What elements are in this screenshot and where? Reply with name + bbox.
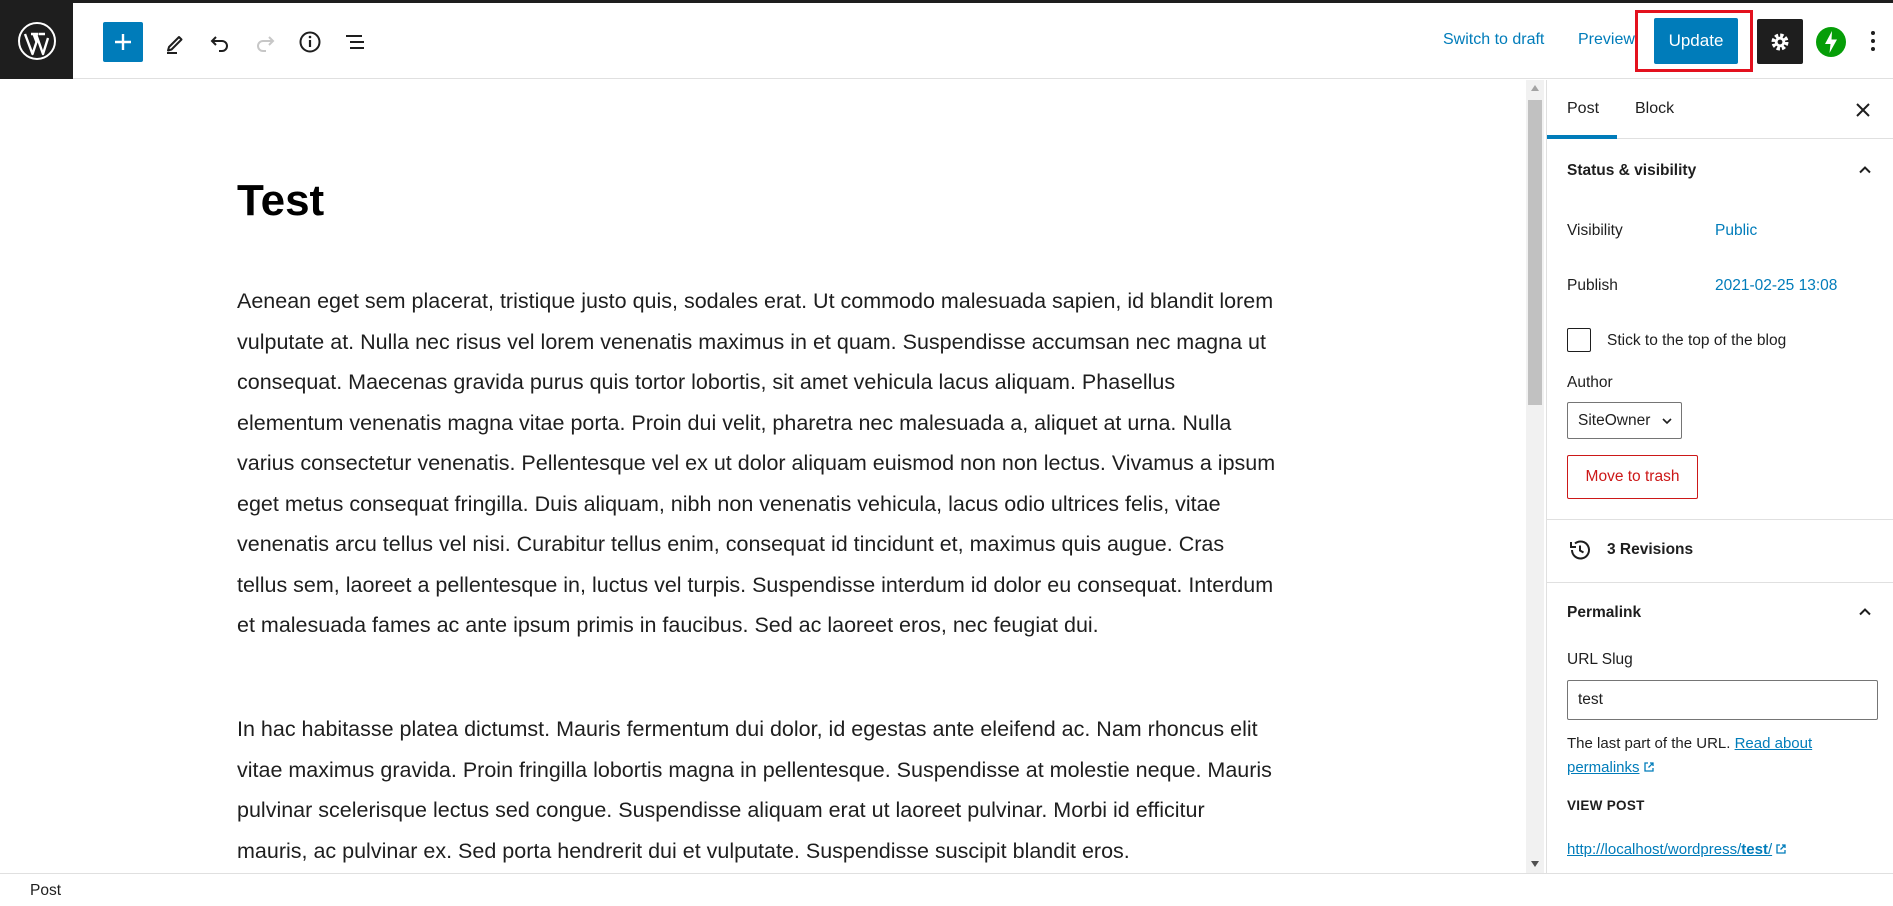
tab-block[interactable]: Block: [1635, 100, 1675, 117]
scrollbar-thumb[interactable]: [1528, 100, 1542, 405]
sticky-checkbox[interactable]: [1567, 328, 1591, 352]
publish-label: Publish: [1567, 277, 1618, 294]
post-title[interactable]: Test: [237, 176, 325, 225]
permalink-help-text: [1567, 732, 1867, 780]
url-slug-label: URL Slug: [1567, 651, 1633, 668]
status-visibility-toggle[interactable]: Status & visibility: [1567, 162, 1697, 179]
editor-header: [0, 3, 1893, 79]
more-vertical-icon: [1870, 29, 1876, 53]
details-button[interactable]: [290, 22, 330, 62]
visibility-value-button[interactable]: Public: [1715, 222, 1758, 239]
chevron-up-icon[interactable]: [1857, 604, 1873, 620]
update-button[interactable]: Update: [1654, 18, 1738, 64]
revisions-icon: [1567, 537, 1593, 563]
redo-button[interactable]: [245, 22, 285, 62]
more-options-button[interactable]: [1866, 25, 1880, 57]
external-link-icon: [1643, 761, 1655, 773]
author-select[interactable]: [1567, 402, 1682, 439]
post-url-link[interactable]: [1567, 841, 1787, 858]
preview-button[interactable]: Preview: [1578, 31, 1635, 48]
url-slug-input[interactable]: test: [1567, 680, 1878, 720]
publish-date-button[interactable]: 2021-02-25 13:08: [1715, 277, 1838, 294]
scroll-up-arrow-icon[interactable]: [1531, 85, 1539, 91]
chevron-up-icon[interactable]: [1857, 162, 1873, 178]
permalink-toggle[interactable]: Permalink: [1567, 604, 1642, 621]
paragraph-block[interactable]: In hac habitasse platea dictumst. Mauris fermentum dui dolor, id egestas ante eleifend ac. Nam rhoncus elit vitae maximus gravida. Proin fringilla lobortis magna in pellentesque. Suspendisse at molestie neque. Mauris pulvinar scelerisque lectus sed congue. Suspendisse aliquam erat ut laoreet pulvinar. Morbi id efficitur mauris, ac pulvinar ex. Sed porta hendrerit dui et vulputate. Suspendisse suscipit blandit eros.: [237, 717, 1272, 863]
external-link-icon: [1775, 843, 1787, 855]
close-icon[interactable]: [1851, 98, 1875, 122]
url-slug-bold: test: [1741, 841, 1768, 858]
paragraph-block[interactable]: Aenean eget sem placerat, tristique justo quis, sodales erat. Ut commodo malesuada sapien, id blandit lorem vulputate at. Nulla nec risus vel lorem venenatis maximus in et quam. Suspendisse accumsan nec magna ut consequat. Maecenas gravida purus quis tortor lobortis, sit amet vehicula lacus aliquam. Phasellus elementum venenatis magna vitae porta. Proin dui velit, pharetra nec malesuada a, aliquet at urna. Nulla varius consectetur venenatis. Pellentesque vel ex ut dolor aliquam euismod non non lectus. Vivamus a ipsum eget metus consequat fringilla. Duis aliquam, nibh non venenatis vehicula, lacus odio ultrices felis, vitae venenatis arcu tellus vel nisi. Curabitur tellus enim, consequat id tincidunt et, maximus quis augue. Cras tellus sem, laoreet a pellentesque in, luctus vel turpis. Suspendisse interdum id dolor eu consequat. Interdum et malesuada fames ac ante ipsum primis in faucibus. Sed ac laoreet eros, nec feugiat dui.: [237, 289, 1276, 637]
wordpress-logo-button[interactable]: [0, 3, 73, 79]
list-view-icon: [342, 29, 368, 55]
add-block-button[interactable]: [103, 22, 143, 62]
revisions-link[interactable]: 3 Revisions: [1607, 541, 1694, 558]
sticky-label: Stick to the top of the blog: [1607, 332, 1787, 349]
divider: [1547, 519, 1893, 520]
editor-footer: [0, 873, 1893, 906]
pencil-icon: [162, 29, 188, 55]
move-to-trash-button[interactable]: Move to trash: [1567, 455, 1698, 499]
author-label: Author: [1567, 374, 1613, 391]
tools-button[interactable]: [155, 22, 195, 62]
redo-icon: [252, 29, 278, 55]
undo-button[interactable]: [200, 22, 240, 62]
editor-canvas: [0, 80, 1526, 873]
url-suffix: /: [1767, 841, 1773, 858]
view-post-label: VIEW POST: [1567, 798, 1645, 813]
settings-button[interactable]: [1757, 19, 1803, 64]
info-icon: [297, 29, 323, 55]
list-view-button[interactable]: [335, 22, 375, 62]
jetpack-button[interactable]: [1816, 27, 1846, 57]
divider: [1547, 582, 1893, 583]
help-text: The last part of the URL.: [1567, 735, 1731, 752]
url-prefix: http://localhost/wordpress/: [1567, 841, 1742, 858]
switch-to-draft-button[interactable]: Switch to draft: [1443, 31, 1545, 48]
visibility-label: Visibility: [1567, 222, 1623, 239]
chevron-down-icon: [1661, 416, 1673, 426]
gear-icon: [1767, 29, 1793, 55]
settings-sidebar: [1546, 80, 1893, 873]
active-tab-indicator: [1547, 135, 1617, 139]
help-link-text: Read about permalinks: [1567, 735, 1813, 776]
editor-scrollbar[interactable]: [1526, 80, 1544, 873]
undo-icon: [207, 29, 233, 55]
jetpack-icon: [1816, 27, 1846, 57]
block-breadcrumb[interactable]: Post: [30, 882, 62, 899]
tab-post[interactable]: Post: [1567, 100, 1600, 117]
scroll-down-arrow-icon[interactable]: [1531, 861, 1539, 867]
plus-icon: [110, 29, 136, 55]
sidebar-tabs: [1547, 80, 1893, 139]
author-selected-value: SiteOwner: [1578, 412, 1651, 429]
wordpress-logo-icon: [17, 21, 57, 61]
